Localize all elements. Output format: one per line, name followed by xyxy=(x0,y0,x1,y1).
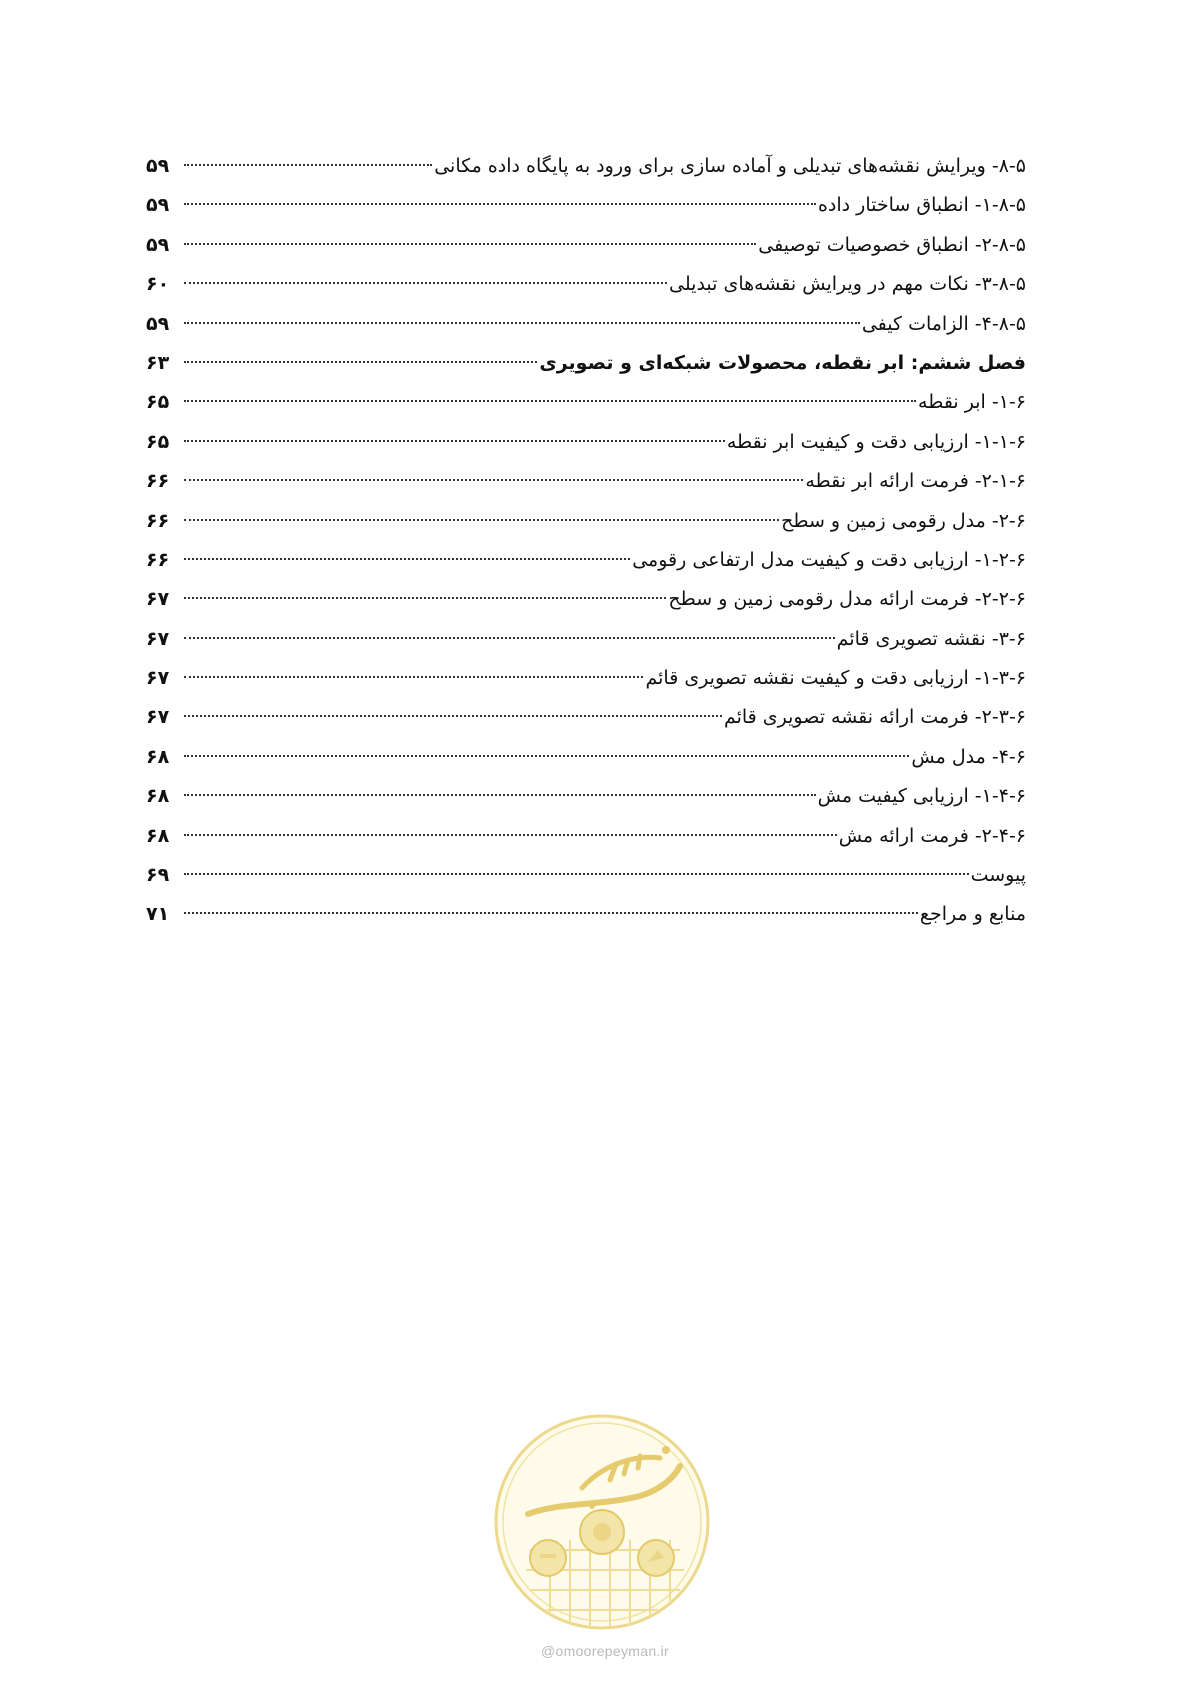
toc-entry-title: ۱-۶- ابر نقطه xyxy=(918,391,1026,414)
toc-entry xyxy=(146,620,1026,659)
toc-entry xyxy=(146,580,1026,619)
toc-entry xyxy=(146,856,1026,895)
toc-entry-page: ۵۹ xyxy=(146,194,170,217)
toc-entry-title: ۱-۴-۶- ارزیابی کیفیت مش xyxy=(817,785,1026,808)
toc-entry xyxy=(146,226,1026,265)
toc-leader-dots xyxy=(184,440,725,442)
watermark-url: @omoorepeyman.ir xyxy=(541,1643,669,1659)
toc-entry xyxy=(146,895,1026,934)
toc-entry-page: ۶۸ xyxy=(146,745,170,768)
toc-entry-page: ۵۹ xyxy=(146,233,170,256)
toc-entry-page: ۵۹ xyxy=(146,312,170,335)
toc-entry-page: ۶۷ xyxy=(146,627,170,650)
toc-entry-page: ۶۹ xyxy=(146,864,170,887)
toc-entry-title: ۴-۸-۵- الزامات کیفی xyxy=(861,312,1026,335)
toc-entry xyxy=(146,423,1026,462)
toc-entry xyxy=(146,265,1026,304)
toc-entry-title: ۲-۸-۵- انطباق خصوصیات توصیفی xyxy=(758,233,1026,256)
toc-leader-dots xyxy=(184,519,779,521)
toc-entry xyxy=(146,383,1026,422)
toc-entry-page: ۶۵ xyxy=(146,391,170,414)
toc-entry xyxy=(146,502,1026,541)
toc-entry-title: ۱-۸-۵- انطباق ساختار داده xyxy=(817,194,1026,217)
toc-entry-title: ۲-۱-۶- فرمت ارائه ابر نقطه xyxy=(805,470,1026,493)
toc-entry-page: ۶۰ xyxy=(146,273,170,296)
toc-entry-title: ۲-۶- مدل رقومی زمین و سطح xyxy=(781,509,1026,532)
toc-entry-page: ۶۳ xyxy=(146,351,170,374)
toc-entry-page: ۶۶ xyxy=(146,509,170,532)
toc-entry xyxy=(146,659,1026,698)
toc-entry-page: ۶۸ xyxy=(146,824,170,847)
toc-entry xyxy=(146,738,1026,777)
toc-leader-dots xyxy=(184,912,918,914)
toc-entry-title: ۸-۵- ویرایش نقشه‌های تبدیلی و آماده سازی برای ورود به پایگاه داده مکانی xyxy=(434,155,1026,177)
toc-entry-title: ۱-۳-۶- ارزیابی دقت و کیفیت نقشه تصویری قائم xyxy=(645,667,1026,690)
toc-leader-dots xyxy=(184,282,667,284)
toc-entry-page: ۶۸ xyxy=(146,785,170,808)
toc-entry-page: ۷۱ xyxy=(146,903,170,926)
toc-entry xyxy=(146,462,1026,501)
toc-entry-page: ۵۹ xyxy=(146,155,170,177)
toc-entry-title: ۲-۳-۶- فرمت ارائه نقشه تصویری قائم xyxy=(723,706,1026,729)
toc-entry xyxy=(146,186,1026,225)
toc-leader-dots xyxy=(184,637,835,639)
toc-leader-dots xyxy=(184,361,537,363)
watermark-logo xyxy=(490,1410,714,1634)
toc-leader-dots xyxy=(184,203,816,205)
toc-leader-dots xyxy=(184,400,916,402)
toc-entry xyxy=(146,541,1026,580)
toc-leader-dots xyxy=(184,834,837,836)
toc-leader-dots xyxy=(184,755,909,757)
toc-entry-page: ۶۶ xyxy=(146,548,170,571)
toc-entry xyxy=(146,698,1026,737)
toc-entry-page: ۶۷ xyxy=(146,706,170,729)
toc-leader-dots xyxy=(184,479,803,481)
toc-entry-page: ۶۷ xyxy=(146,667,170,690)
toc-leader-dots xyxy=(184,558,630,560)
toc-entry-title: ۱-۲-۶- ارزیابی دقت و کیفیت مدل ارتفاعی رقومی xyxy=(632,548,1026,571)
toc-leader-dots xyxy=(184,243,756,245)
toc-leader-dots xyxy=(184,794,816,796)
toc-entry-page: ۶۶ xyxy=(146,470,170,493)
toc-entry-title: ۲-۲-۶- فرمت ارائه مدل رقومی زمین و سطح xyxy=(668,588,1026,611)
toc-chapter-heading xyxy=(146,344,1026,383)
toc-entry xyxy=(146,305,1026,344)
toc-entry-title: ۳-۸-۵- نکات مهم در ویرایش نقشه‌های تبدیلی xyxy=(669,273,1026,296)
toc-leader-dots xyxy=(184,322,860,324)
toc-entry-page: ۶۵ xyxy=(146,430,170,453)
toc-entry-title: ۱-۱-۶- ارزیابی دقت و کیفیت ابر نقطه xyxy=(726,430,1026,453)
toc-entry-title: ۴-۶- مدل مش xyxy=(911,745,1026,768)
toc-entry-title: ۳-۶- نقشه تصویری قائم xyxy=(836,627,1026,650)
toc-leader-dots xyxy=(184,597,666,599)
toc-entry xyxy=(146,147,1026,186)
toc-entry xyxy=(146,777,1026,816)
toc-leader-dots xyxy=(184,873,969,875)
toc-entry-title: پیوست xyxy=(970,864,1026,887)
table-of-contents xyxy=(146,147,1026,935)
toc-entry-title: ۲-۴-۶- فرمت ارائه مش xyxy=(838,824,1026,847)
toc-entry-title: فصل ششم: ابر نقطه، محصولات شبکه‌ای و تصویری xyxy=(539,351,1026,374)
toc-entry xyxy=(146,817,1026,856)
toc-leader-dots xyxy=(184,715,722,717)
toc-leader-dots xyxy=(184,676,643,678)
toc-entry-page: ۶۷ xyxy=(146,588,170,611)
toc-leader-dots xyxy=(184,164,432,166)
toc-entry-title: منابع و مراجع xyxy=(919,903,1026,926)
